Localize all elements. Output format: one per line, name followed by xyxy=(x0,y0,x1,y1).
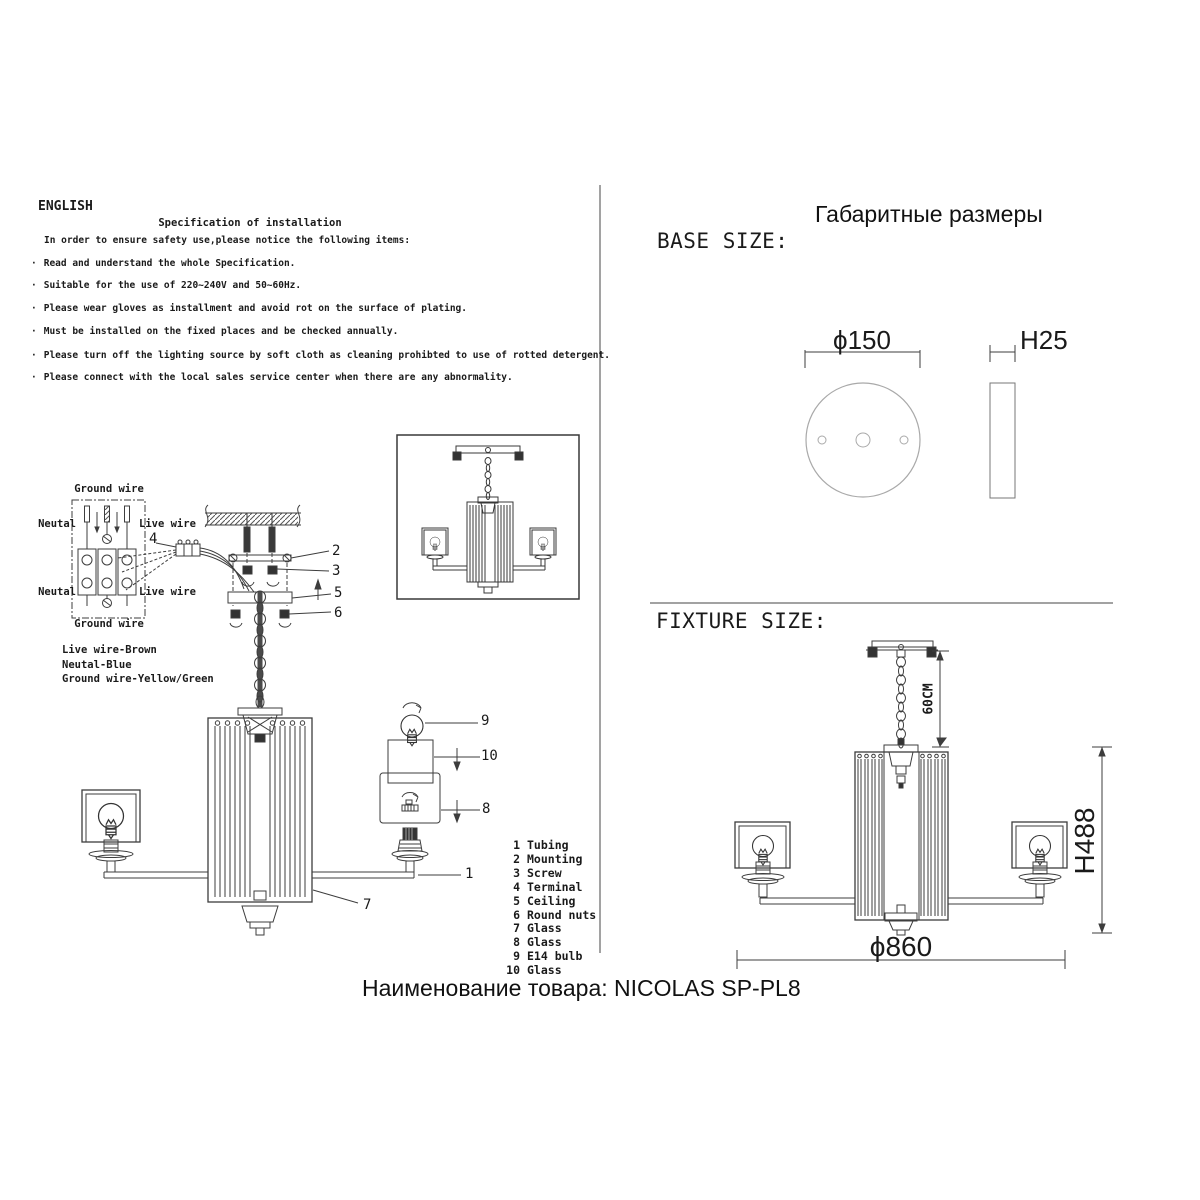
callout-2: 2 xyxy=(332,543,341,559)
parts-list-item: 3 Screw xyxy=(513,865,562,880)
ceiling-mount-diagram xyxy=(205,505,331,707)
bullet-dot-icon: · xyxy=(31,280,37,291)
base-size-drawing xyxy=(805,345,1015,498)
product-name: Наименование товара: NICOLAS SP-PL8 xyxy=(362,975,801,1001)
spec-title: Specification of installation xyxy=(158,217,342,229)
bullet-dot-icon: · xyxy=(31,258,37,269)
spec-bullet: · Suitable for the use of 220~240V and 50~60Hz. xyxy=(31,280,302,291)
base-height-dim: H25 xyxy=(1020,325,1068,355)
parts-list-item: 1 Tubing xyxy=(513,838,569,852)
chandelier-assembly-drawing xyxy=(82,696,480,935)
spec-intro: In order to ensure safety use,please notice the following items: xyxy=(44,235,411,246)
bullet-dot-icon: · xyxy=(31,372,37,383)
neutral-top-label: Neutal xyxy=(38,518,76,530)
neutral-bottom-label: Neutal xyxy=(38,586,76,598)
bullet-dot-icon: · xyxy=(31,350,37,361)
fixture-diameter-dim: ϕ860 xyxy=(869,931,933,962)
callout-9: 9 xyxy=(481,713,490,729)
spec-bullet: · Read and understand the whole Specification. xyxy=(31,258,296,269)
spec-bullet: · Please turn off the lighting source by soft cloth as cleaning prohibted to use of rotted detergent. xyxy=(31,350,610,361)
spec-bullet: · Please wear gloves as installment and avoid rot on the surface of plating. xyxy=(31,303,467,314)
callout-6: 6 xyxy=(334,605,343,621)
live-wire-top-label: Live wire xyxy=(139,518,196,530)
callout-1: 1 xyxy=(465,866,474,882)
parts-list-item: 7 Glass xyxy=(513,921,562,936)
legend-neutral: Neutal-Blue xyxy=(62,659,132,671)
legend-ground-wire: Ground wire-Yellow/Green xyxy=(62,673,214,685)
chandelier-inset-thumbnail xyxy=(397,435,579,599)
callout-10: 10 xyxy=(481,748,498,764)
callout-7: 7 xyxy=(363,897,372,913)
ground-wire-bottom-label: Ground wire xyxy=(74,618,144,630)
live-wire-bottom-label: Live wire xyxy=(139,586,196,598)
chain-length-dim: 60CM xyxy=(921,683,937,715)
callout-5: 5 xyxy=(334,585,343,601)
spec-bullet: · Please connect with the local sales service center when there are any abnormality. xyxy=(31,372,513,383)
parts-list-item: 6 Round nuts xyxy=(513,907,597,922)
fixture-size-heading: FIXTURE SIZE: xyxy=(656,609,827,633)
overall-dimensions-title: Габаритные размеры xyxy=(815,201,1043,227)
parts-list-item: 8 Glass xyxy=(513,935,562,950)
callout-3: 3 xyxy=(332,563,341,579)
base-diameter-dim: ϕ150 xyxy=(833,325,891,355)
bullet-dot-icon: · xyxy=(31,326,37,337)
callout-4: 4 xyxy=(149,531,158,547)
ground-wire-top-label: Ground wire xyxy=(74,483,144,495)
language-label: ENGLISH xyxy=(38,199,93,214)
parts-list-item: 5 Ceiling xyxy=(513,893,576,908)
parts-list-item: 4 Terminal xyxy=(513,879,583,894)
bullet-dot-icon: · xyxy=(31,303,37,314)
spec-bullet: · Must be installed on the fixed places and be checked annually. xyxy=(31,326,399,337)
parts-list-item: 9 E14 bulb xyxy=(513,949,583,964)
legend-live-wire: Live wire-Brown xyxy=(62,644,157,656)
parts-list-item: 10 Glass xyxy=(506,963,562,978)
base-size-heading: BASE SIZE: xyxy=(657,229,789,253)
fixture-height-dim: H488 xyxy=(1069,807,1100,875)
parts-list xyxy=(498,839,596,978)
callout-8: 8 xyxy=(482,801,491,817)
parts-list-item: 2 Mounting xyxy=(513,851,583,866)
